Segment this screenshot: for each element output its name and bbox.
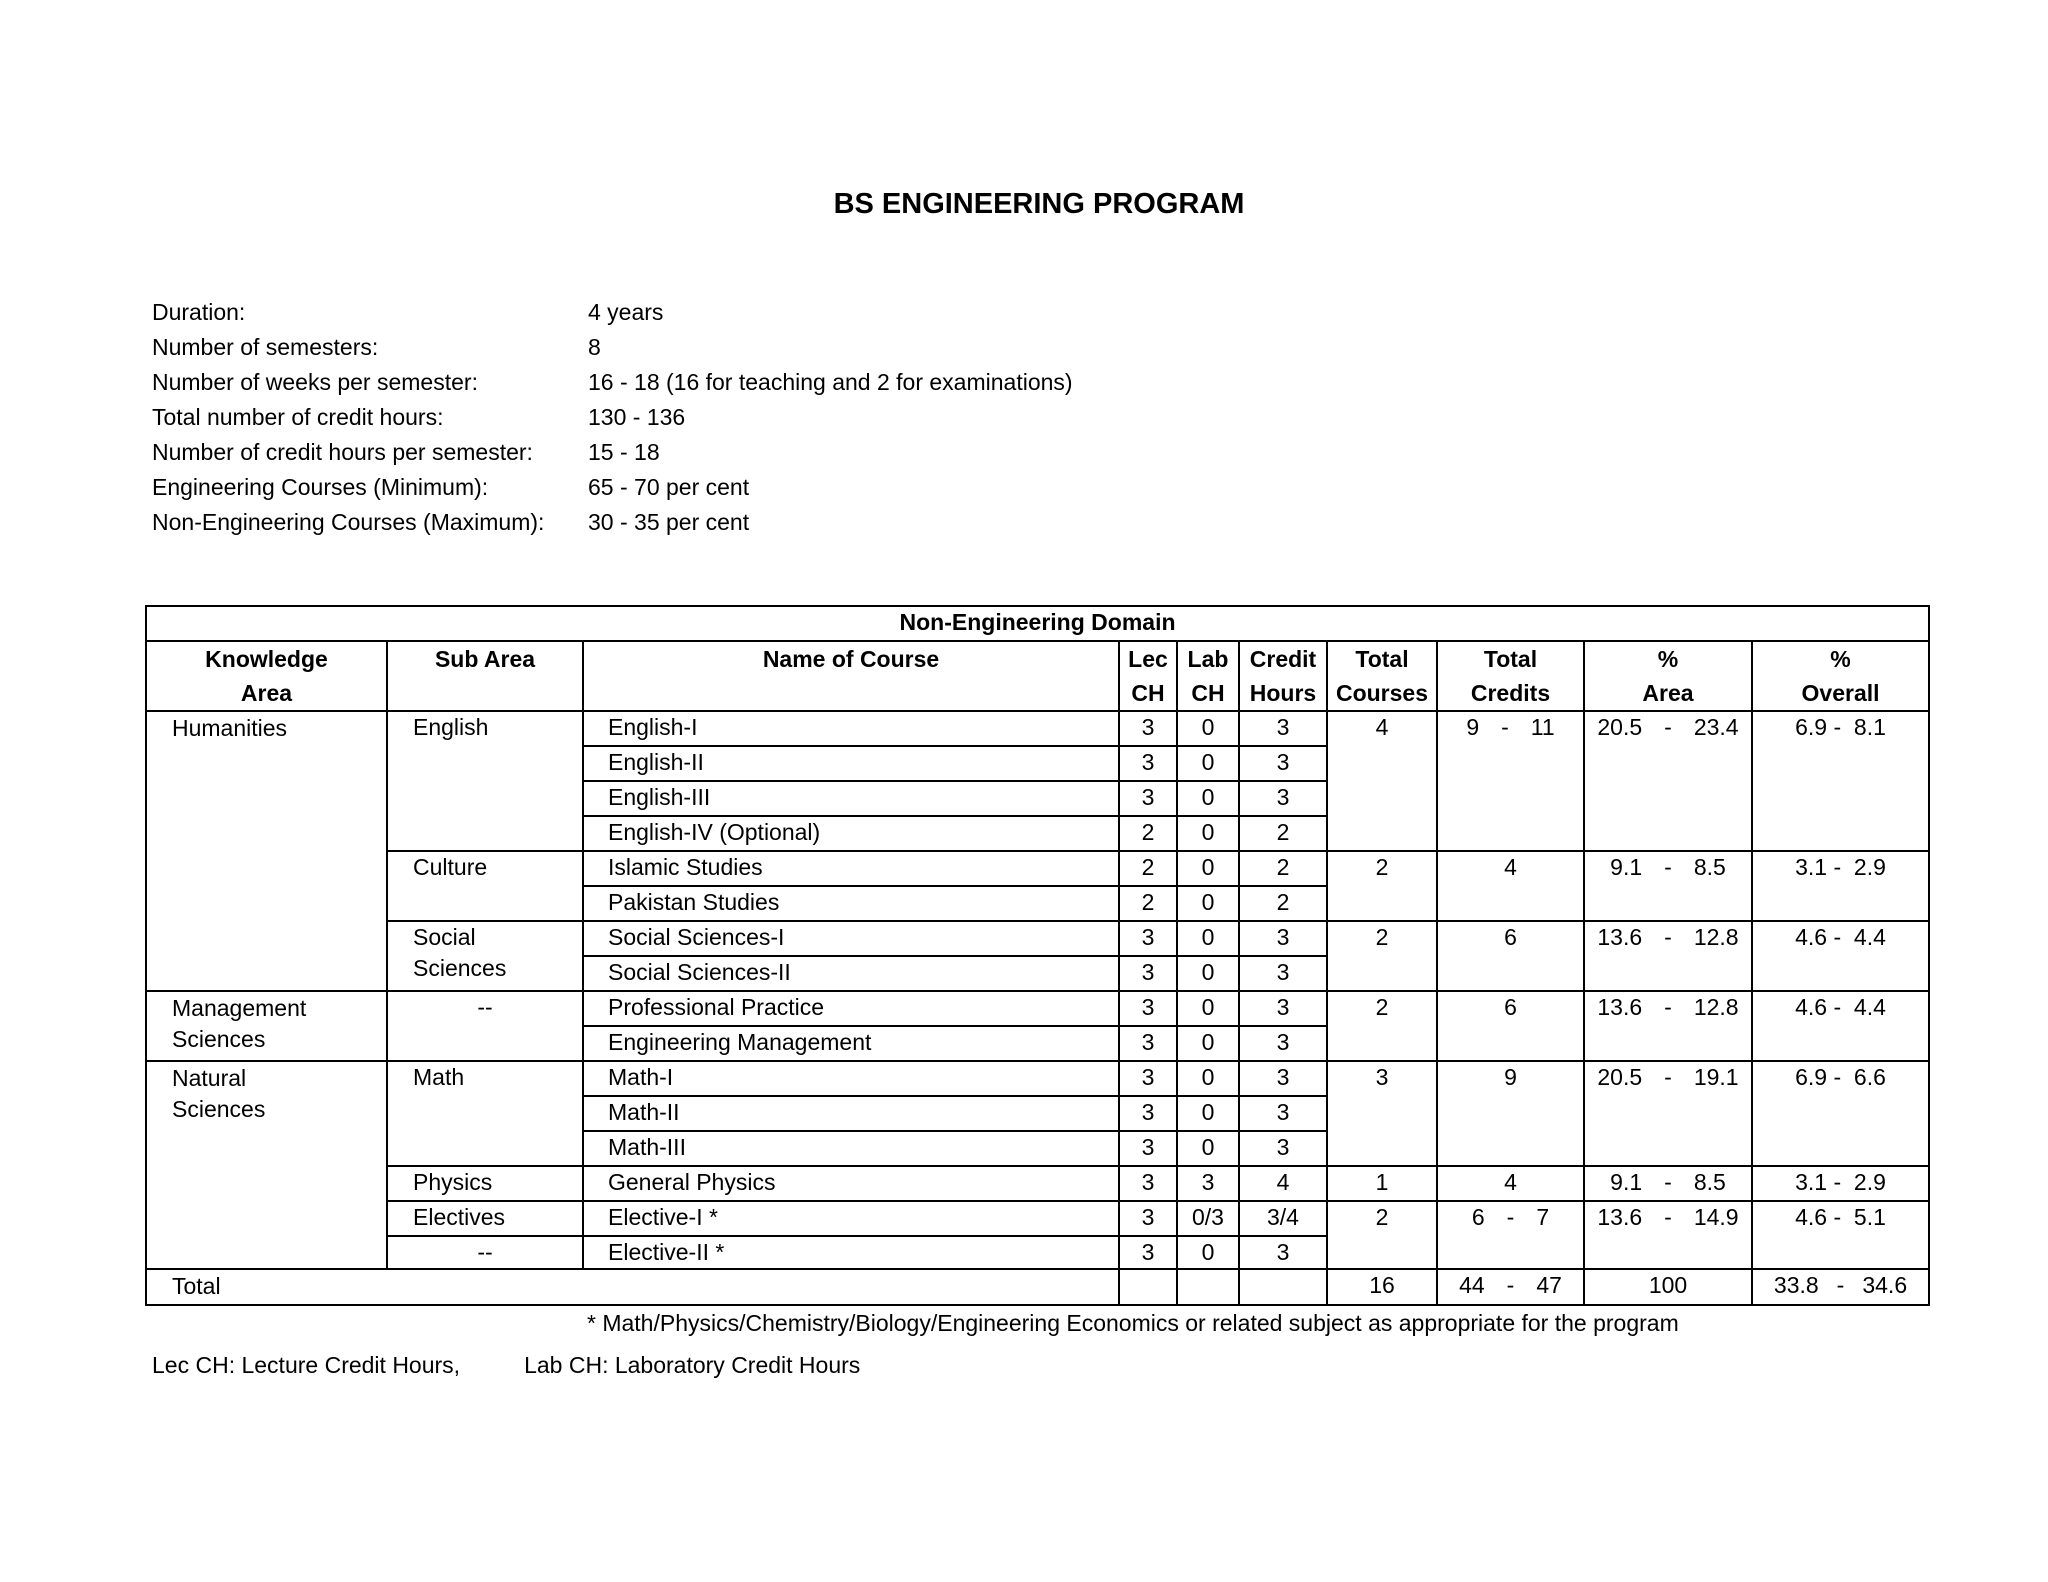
total-courses: 3 xyxy=(1327,1061,1437,1166)
lec-ch: 3 xyxy=(1119,781,1177,816)
knowledge-area-management xyxy=(146,991,387,1061)
total-courses: 4 xyxy=(1327,711,1437,851)
range-dash: - xyxy=(1664,994,1672,1020)
range-end: 14.9 xyxy=(1693,1204,1739,1230)
pct-area xyxy=(1584,851,1752,921)
table-row xyxy=(146,1201,1929,1236)
header-pct-overall xyxy=(1752,641,1929,711)
course-name: Engineering Management xyxy=(583,1026,1119,1061)
credit-hours: 3 xyxy=(1239,1026,1327,1061)
range-end: 8.5 xyxy=(1693,854,1726,880)
range-end: 19.1 xyxy=(1693,1064,1739,1090)
range-dash: - xyxy=(1501,714,1509,740)
lec-ch: 3 xyxy=(1119,956,1177,991)
info-label: Number of semesters: xyxy=(152,334,379,360)
lec-ch: 2 xyxy=(1119,851,1177,886)
sub-area-elective-ii: -- xyxy=(387,1236,583,1269)
credit-hours: 3 xyxy=(1239,1096,1327,1131)
info-value: 8 xyxy=(588,334,601,360)
header-total-courses xyxy=(1327,641,1437,711)
table-caption: Non-Engineering Domain xyxy=(146,606,1929,641)
lec-ch: 3 xyxy=(1119,746,1177,781)
header-lab-ch xyxy=(1177,641,1239,711)
credit-hours: 3 xyxy=(1239,921,1327,956)
pct-overall: 3.1 - 2.9 xyxy=(1752,1166,1929,1201)
legend-lec: Lec CH: Lecture Credit Hours, xyxy=(152,1352,461,1378)
total-courses: 1 xyxy=(1327,1166,1437,1201)
header-line: Lec xyxy=(1128,646,1168,672)
table-row xyxy=(146,851,1929,886)
range-start: 6 xyxy=(1471,1204,1485,1230)
total-courses: 2 xyxy=(1327,851,1437,921)
lec-ch: 2 xyxy=(1119,816,1177,851)
range-start: 13.6 xyxy=(1597,924,1643,950)
lec-ch: 3 xyxy=(1119,921,1177,956)
info-value: 130 - 136 xyxy=(588,404,686,430)
pct-area xyxy=(1584,1061,1752,1166)
lab-ch: 0 xyxy=(1177,781,1239,816)
knowledge-area-humanities: Humanities xyxy=(146,711,387,991)
credit-hours: 2 xyxy=(1239,851,1327,886)
range-start: 20.5 xyxy=(1597,1064,1643,1090)
pct-overall: 4.6 - 4.4 xyxy=(1752,921,1929,991)
credit-hours: 3 xyxy=(1239,781,1327,816)
header-line: CH xyxy=(1191,680,1225,706)
sub-area-electives: Electives xyxy=(387,1201,583,1236)
credit-hours: 3/4 xyxy=(1239,1201,1327,1236)
total-courses: 16 xyxy=(1327,1269,1437,1305)
table-row xyxy=(146,1061,1929,1096)
total-label: Total xyxy=(146,1269,1119,1305)
range-dash: - xyxy=(1506,1272,1515,1298)
sub-area-line: Sciences xyxy=(413,955,507,981)
pct-area xyxy=(1584,1166,1752,1201)
table-row xyxy=(146,921,1929,956)
pct-overall: 4.6 - 4.4 xyxy=(1752,991,1929,1061)
total-credits xyxy=(1437,1201,1584,1269)
range-start: 20.5 xyxy=(1597,714,1643,740)
total-credits: 4 xyxy=(1437,851,1584,921)
info-label: Total number of credit hours: xyxy=(152,404,444,430)
header-pct-area xyxy=(1584,641,1752,711)
pct-overall: 3.1 - 2.9 xyxy=(1752,851,1929,921)
course-name: Math-II xyxy=(583,1096,1119,1131)
course-name: Pakistan Studies xyxy=(583,886,1119,921)
range-end: 7 xyxy=(1536,1204,1550,1230)
info-label: Non-Engineering Courses (Maximum): xyxy=(152,509,545,535)
header-line: Credits xyxy=(1470,680,1551,706)
non-engineering-domain-table xyxy=(145,605,1930,1306)
info-label: Number of credit hours per semester: xyxy=(152,439,533,465)
lec-ch: 2 xyxy=(1119,886,1177,921)
lec-ch: 3 xyxy=(1119,1131,1177,1166)
lec-ch: 3 xyxy=(1119,711,1177,746)
lab-ch: 0 xyxy=(1177,921,1239,956)
header-line: Lab xyxy=(1187,646,1229,672)
range-start: 9 xyxy=(1466,714,1480,740)
lab-ch: 0 xyxy=(1177,1236,1239,1269)
credit-hours: 3 xyxy=(1239,1061,1327,1096)
lab-ch: 3 xyxy=(1177,1166,1239,1201)
header-line: Area xyxy=(240,680,293,706)
sub-area-line: Social xyxy=(413,924,476,950)
lab-ch: 0 xyxy=(1177,746,1239,781)
lab-ch: 0 xyxy=(1177,956,1239,991)
course-name: Elective-I * xyxy=(583,1201,1119,1236)
lab-ch: 0 xyxy=(1177,1026,1239,1061)
header-credit-hours xyxy=(1239,641,1327,711)
pct-overall xyxy=(1752,1269,1929,1305)
info-label: Engineering Courses (Minimum): xyxy=(152,474,489,500)
credit-hours: 3 xyxy=(1239,991,1327,1026)
header-knowledge-area xyxy=(146,641,387,711)
range-dash: - xyxy=(1664,854,1672,880)
range-end: 34.6 xyxy=(1862,1272,1908,1298)
knowledge-area-natural xyxy=(146,1061,387,1269)
lab-ch: 0 xyxy=(1177,991,1239,1026)
range-start: 33.8 xyxy=(1773,1272,1819,1298)
empty-cell xyxy=(1239,1269,1327,1305)
info-label: Number of weeks per semester: xyxy=(152,369,478,395)
lab-ch: 0 xyxy=(1177,1131,1239,1166)
pct-overall: 4.6 - 5.1 xyxy=(1752,1201,1929,1269)
course-name: Social Sciences-II xyxy=(583,956,1119,991)
course-name: English-I xyxy=(583,711,1119,746)
header-sub-area: Sub Area xyxy=(387,641,583,711)
course-name: Math-I xyxy=(583,1061,1119,1096)
lab-ch: 0 xyxy=(1177,886,1239,921)
credit-hours: 3 xyxy=(1239,956,1327,991)
lab-ch: 0 xyxy=(1177,851,1239,886)
pct-area xyxy=(1584,1201,1752,1269)
lec-ch: 3 xyxy=(1119,991,1177,1026)
range-end: 12.8 xyxy=(1693,924,1739,950)
total-row xyxy=(146,1269,1929,1305)
course-name: English-II xyxy=(583,746,1119,781)
course-name: Elective-II * xyxy=(583,1236,1119,1269)
header-course-name: Name of Course xyxy=(583,641,1119,711)
header-line: Overall xyxy=(1801,680,1880,706)
range-start: 9.1 xyxy=(1610,854,1643,880)
lec-ch: 3 xyxy=(1119,1166,1177,1201)
info-value: 4 years xyxy=(588,299,664,325)
header-line: Courses xyxy=(1335,680,1429,706)
lec-ch: 3 xyxy=(1119,1236,1177,1269)
lab-ch: 0 xyxy=(1177,816,1239,851)
header-line: Area xyxy=(1642,680,1694,706)
range-end: 11 xyxy=(1530,714,1555,740)
legend xyxy=(152,1352,860,1379)
lab-ch: 0 xyxy=(1177,1061,1239,1096)
sub-area-english: English xyxy=(387,711,583,851)
credit-hours: 3 xyxy=(1239,746,1327,781)
credit-hours: 2 xyxy=(1239,886,1327,921)
range-start: 9.1 xyxy=(1610,1169,1643,1195)
credit-hours: 4 xyxy=(1239,1166,1327,1201)
credit-hours: 3 xyxy=(1239,1131,1327,1166)
footnote-text: * Math/Physics/Chemistry/Biology/Engineering Economics or related subject as appropriate for the program xyxy=(587,1310,1679,1336)
lec-ch: 3 xyxy=(1119,1201,1177,1236)
credit-hours: 2 xyxy=(1239,816,1327,851)
range-dash: - xyxy=(1836,1272,1845,1298)
range-end: 23.4 xyxy=(1693,714,1739,740)
lab-ch: 0/3 xyxy=(1177,1201,1239,1236)
course-name: English-III xyxy=(583,781,1119,816)
header-total-credits xyxy=(1437,641,1584,711)
range-dash: - xyxy=(1664,714,1672,740)
knowledge-area-line: Management xyxy=(172,995,307,1021)
table-row xyxy=(146,991,1929,1026)
legend-lab: Lab CH: Laboratory Credit Hours xyxy=(524,1352,861,1378)
range-start: 44 xyxy=(1459,1272,1485,1298)
lec-ch: 3 xyxy=(1119,1096,1177,1131)
pct-overall: 6.9 - 6.6 xyxy=(1752,1061,1929,1166)
header-line: Credit xyxy=(1249,646,1317,672)
table-row xyxy=(146,1166,1929,1201)
total-credits: 9 xyxy=(1437,1061,1584,1166)
credit-hours: 3 xyxy=(1239,711,1327,746)
course-name: General Physics xyxy=(583,1166,1119,1201)
header-line: % xyxy=(1657,646,1679,672)
lec-ch: 3 xyxy=(1119,1026,1177,1061)
header-line: Hours xyxy=(1249,680,1317,706)
range-dash: - xyxy=(1506,1204,1515,1230)
range-dash: - xyxy=(1664,1064,1672,1090)
header-line: % xyxy=(1830,646,1851,672)
range-dash: - xyxy=(1664,1169,1672,1195)
total-credits xyxy=(1437,1269,1584,1305)
pct-area xyxy=(1584,711,1752,851)
range-start: 13.6 xyxy=(1597,994,1643,1020)
total-credits: 4 xyxy=(1437,1166,1584,1201)
total-credits: 6 xyxy=(1437,991,1584,1061)
total-credits xyxy=(1437,711,1584,851)
table-header-row xyxy=(146,641,1929,711)
header-line: Knowledge xyxy=(205,646,328,672)
sub-area-management: -- xyxy=(387,991,583,1061)
course-name: Math-III xyxy=(583,1131,1119,1166)
page-title: BS ENGINEERING PROGRAM xyxy=(833,188,1245,220)
info-value: 15 - 18 xyxy=(588,439,660,465)
range-dash: - xyxy=(1664,924,1672,950)
empty-cell xyxy=(1119,1269,1177,1305)
range-end: 8.5 xyxy=(1693,1169,1726,1195)
sub-area-physics: Physics xyxy=(387,1166,583,1201)
range-dash: - xyxy=(1664,1204,1672,1230)
total-courses: 2 xyxy=(1327,921,1437,991)
pct-overall: 6.9 - 8.1 xyxy=(1752,711,1929,851)
sub-area-social-sciences xyxy=(387,921,583,991)
pct-area: 100 xyxy=(1584,1269,1752,1305)
lec-ch: 3 xyxy=(1119,1061,1177,1096)
course-name: Islamic Studies xyxy=(583,851,1119,886)
total-courses: 2 xyxy=(1327,1201,1437,1269)
pct-area xyxy=(1584,921,1752,991)
knowledge-area-line: Natural xyxy=(172,1065,247,1091)
info-label: Duration: xyxy=(152,299,246,325)
info-value: 16 - 18 (16 for teaching and 2 for examinations) xyxy=(588,369,1073,395)
course-name: Social Sciences-I xyxy=(583,921,1119,956)
header-line: Total xyxy=(1483,646,1538,672)
knowledge-area-line: Sciences xyxy=(172,1026,266,1052)
table-row xyxy=(146,711,1929,746)
course-name: Professional Practice xyxy=(583,991,1119,1026)
lab-ch: 0 xyxy=(1177,711,1239,746)
header-line: Total xyxy=(1355,646,1409,672)
info-value: 65 - 70 per cent xyxy=(588,474,750,500)
knowledge-area-line: Sciences xyxy=(172,1096,266,1122)
header-lec-ch xyxy=(1119,641,1177,711)
empty-cell xyxy=(1177,1269,1239,1305)
course-name: English-IV (Optional) xyxy=(583,816,1119,851)
info-value: 30 - 35 per cent xyxy=(588,509,750,535)
lab-ch: 0 xyxy=(1177,1096,1239,1131)
credit-hours: 3 xyxy=(1239,1236,1327,1269)
total-credits: 6 xyxy=(1437,921,1584,991)
range-end: 12.8 xyxy=(1693,994,1739,1020)
sub-area-culture: Culture xyxy=(387,851,583,921)
total-courses: 2 xyxy=(1327,991,1437,1061)
sub-area-math: Math xyxy=(387,1061,583,1166)
range-start: 13.6 xyxy=(1597,1204,1643,1230)
pct-area xyxy=(1584,991,1752,1061)
header-line: CH xyxy=(1131,680,1165,706)
range-end: 47 xyxy=(1536,1272,1562,1298)
